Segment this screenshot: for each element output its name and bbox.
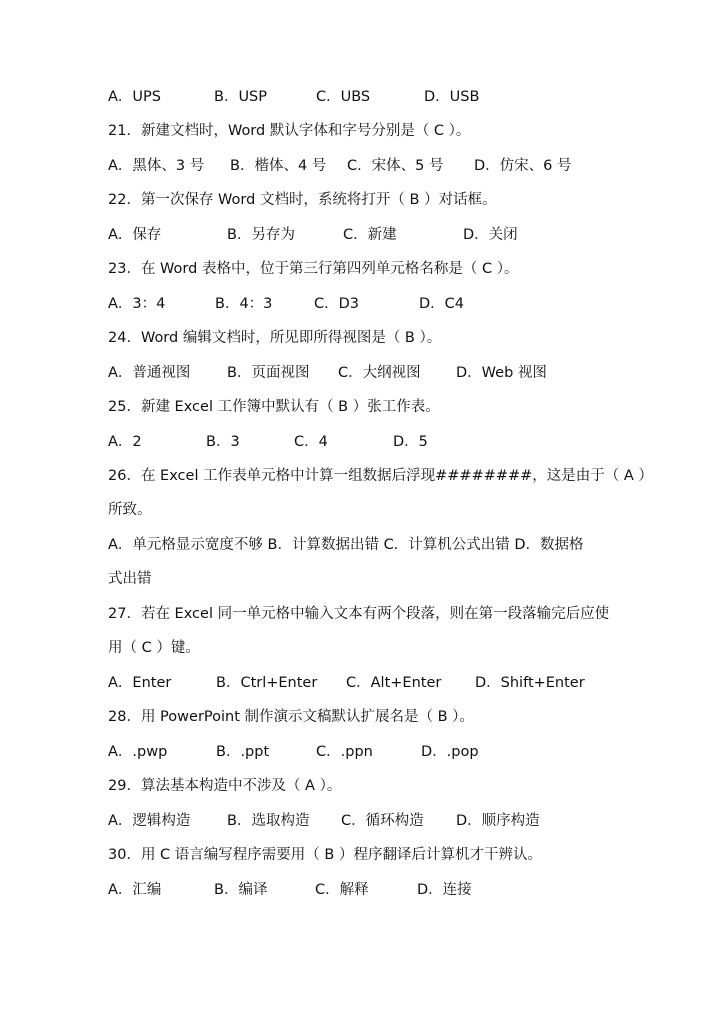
question-22: 22．第一次保存 Word 文档时，系统将打开（ B ）对话框。 bbox=[108, 192, 497, 208]
option-c: C．大纲视图 bbox=[338, 365, 421, 381]
question-21: 21．新建文档时，Word 默认字体和字号分别是（ C ）。 bbox=[108, 123, 471, 139]
option-c: C．UBS bbox=[316, 89, 371, 105]
options-line bbox=[108, 738, 628, 766]
option-d: D．.pop bbox=[421, 744, 479, 760]
options-line bbox=[108, 83, 628, 111]
option-d: D．仿宋、6 号 bbox=[474, 158, 572, 174]
question-28: 28．用 PowerPoint 制作演示文稿默认扩展名是（ B ）。 bbox=[108, 709, 474, 725]
option-b: B．页面视图 bbox=[227, 365, 310, 381]
option-d: D．C4 bbox=[419, 296, 465, 312]
option-d: D．USB bbox=[424, 89, 480, 105]
option-b: B．另存为 bbox=[227, 227, 295, 243]
option-c: C．4 bbox=[294, 434, 328, 450]
option-b: B．3 bbox=[206, 434, 240, 450]
option-c: C．.ppn bbox=[316, 744, 373, 760]
options-line bbox=[108, 221, 628, 249]
option-a: A．黑体、3 号 bbox=[108, 158, 205, 174]
question-27-cont: 用（ C ）键。 bbox=[108, 640, 200, 656]
option-d: D．5 bbox=[393, 434, 428, 450]
option-b: B．Ctrl+Enter bbox=[216, 675, 318, 691]
question-23: 23．在 Word 表格中，位于第三行第四列单元格名称是（ C ）。 bbox=[108, 261, 519, 277]
option-a: A．保存 bbox=[108, 227, 162, 243]
option-a: A．普通视图 bbox=[108, 365, 191, 381]
option-a: A．.pwp bbox=[108, 744, 168, 760]
option-b: B．.ppt bbox=[216, 744, 270, 760]
option-b: B．4：3 bbox=[215, 296, 273, 312]
option-d: D．关闭 bbox=[463, 227, 518, 243]
option-d: D．Web 视图 bbox=[456, 365, 547, 381]
options-line bbox=[108, 669, 628, 697]
options-line-26: A．单元格显示宽度不够 B．计算数据出错 C．计算机公式出错 D．数据格 bbox=[108, 537, 584, 553]
option-b: B．选取构造 bbox=[227, 813, 310, 829]
question-26-cont: 所致。 bbox=[108, 502, 152, 518]
options-line bbox=[108, 428, 628, 456]
option-c: C．Alt+Enter bbox=[346, 675, 442, 691]
question-24: 24．Word 编辑文档时，所见即所得视图是（ B ）。 bbox=[108, 330, 442, 346]
option-a: A．2 bbox=[108, 434, 142, 450]
options-line-26-cont: 式出错 bbox=[108, 571, 152, 587]
options-line bbox=[108, 290, 628, 318]
option-c: C．循环构造 bbox=[341, 813, 424, 829]
option-c: C．D3 bbox=[314, 296, 360, 312]
option-c: C．解释 bbox=[315, 882, 369, 898]
option-c: C．新建 bbox=[343, 227, 397, 243]
option-d: D．顺序构造 bbox=[456, 813, 540, 829]
option-b: B．编译 bbox=[214, 882, 268, 898]
option-a: A．汇编 bbox=[108, 882, 162, 898]
option-a: A．Enter bbox=[108, 675, 172, 691]
question-26: 26．在 Excel 工作表单元格中计算一组数据后浮现########，这是由于（ A ） bbox=[108, 468, 653, 484]
option-a: A．3：4 bbox=[108, 296, 166, 312]
option-d: D．连接 bbox=[417, 882, 472, 898]
question-29: 29．算法基本构造中不涉及（ A ）。 bbox=[108, 778, 342, 794]
options-line bbox=[108, 807, 628, 835]
question-27: 27．若在 Excel 同一单元格中输入文本有两个段落，则在第一段落输完后应使 bbox=[108, 606, 610, 622]
option-b: B．USP bbox=[214, 89, 268, 105]
question-25: 25．新建 Excel 工作簿中默认有（ B ）张工作表。 bbox=[108, 399, 440, 415]
options-line bbox=[108, 876, 628, 904]
option-a: A．逻辑构造 bbox=[108, 813, 191, 829]
option-c: C．宋体、5 号 bbox=[347, 158, 444, 174]
option-d: D．Shift+Enter bbox=[475, 675, 585, 691]
option-a: A．UPS bbox=[108, 89, 161, 105]
options-line bbox=[108, 359, 628, 387]
question-30: 30．用 C 语言编写程序需要用（ B ）程序翻译后计算机才干辨认。 bbox=[108, 847, 542, 863]
option-b: B．楷体、4 号 bbox=[230, 158, 327, 174]
options-line bbox=[108, 152, 628, 180]
